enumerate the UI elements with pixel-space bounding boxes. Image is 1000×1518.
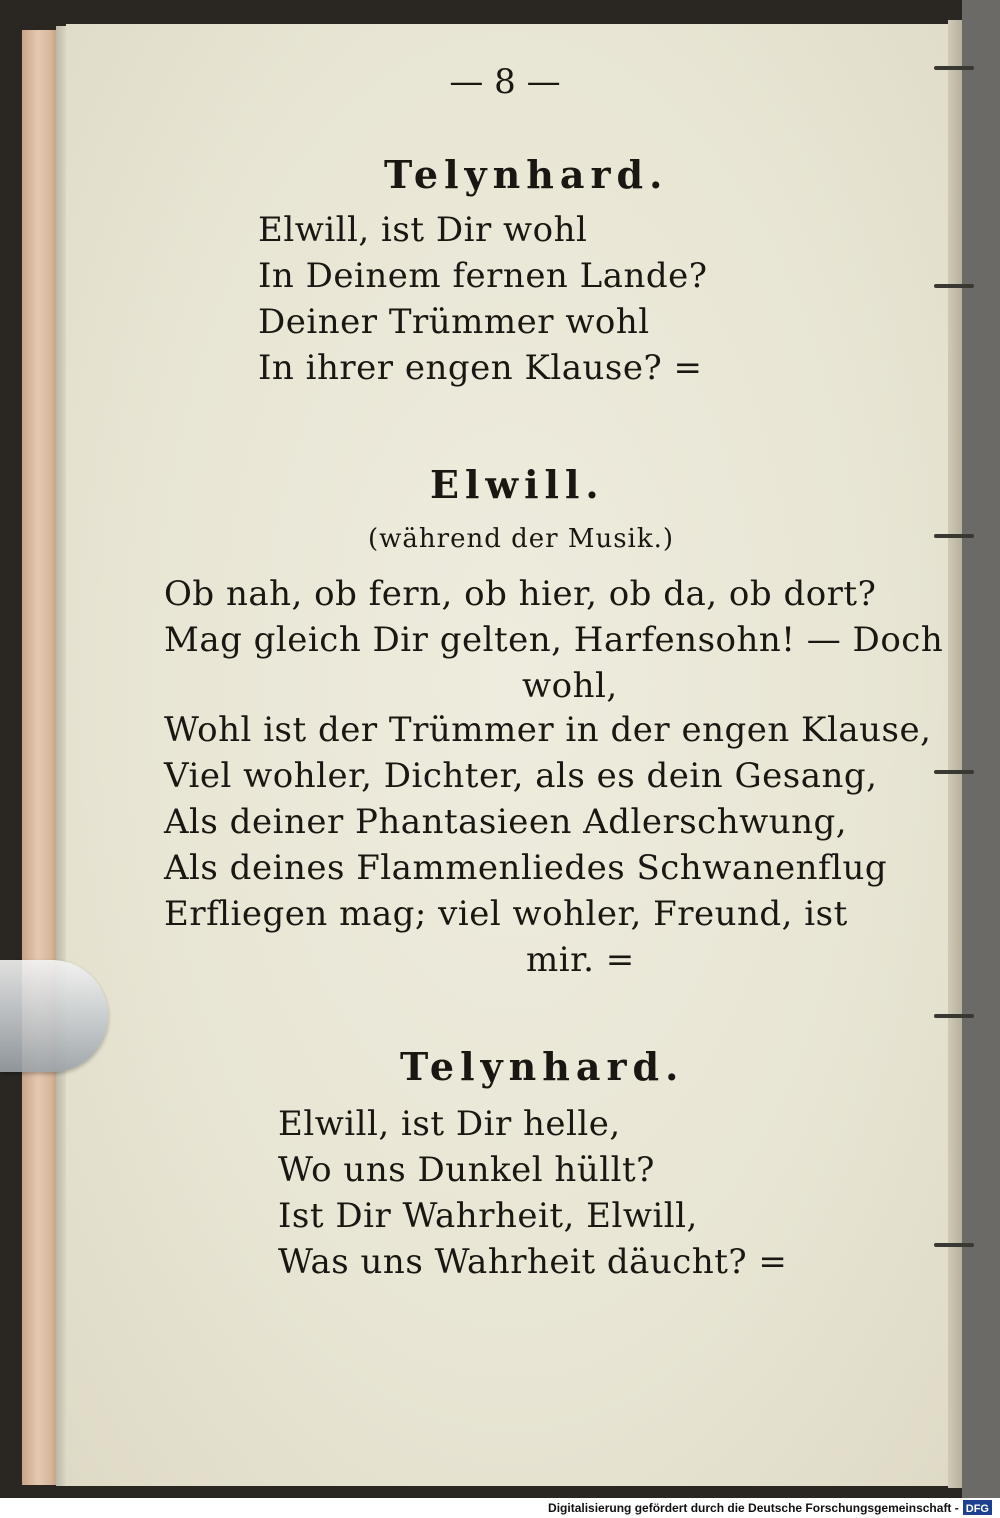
verse-line: In ihrer engen Klause? = — [258, 348, 703, 388]
verse-line: Als deines Flammenliedes Schwanenflug — [164, 848, 888, 888]
verse-line: Wo uns Dunkel hüllt? — [278, 1150, 655, 1190]
verse-line: Elwill, ist Dir helle, — [278, 1104, 621, 1144]
digitization-footer — [0, 1498, 1000, 1518]
speaker-name: Elwill. — [430, 462, 605, 507]
speaker-name: Telynhard. — [384, 152, 669, 197]
verse-line: Was uns Wahrheit däucht? = — [278, 1242, 788, 1282]
verse-line: Als deiner Phantasieen Adlerschwung, — [164, 802, 848, 842]
book-spine — [962, 0, 1000, 1498]
verse-line: In Deinem fernen Lande? — [258, 256, 708, 296]
verse-line: Elwill, ist Dir wohl — [258, 210, 588, 250]
footer-credit: Digitalisierung gefördert durch die Deutsche Forschungsgemeinschaft - — [548, 1501, 959, 1515]
speaker-name: Telynhard. — [400, 1044, 685, 1089]
verse-line: Wohl ist der Trümmer in der engen Klause, — [164, 710, 932, 750]
page-fold-shadow — [948, 20, 962, 1488]
binding-stitch — [934, 1014, 974, 1018]
binding-stitch — [934, 66, 974, 70]
binding-stitch — [934, 534, 974, 538]
verse-line: Ist Dir Wahrheit, Elwill, — [278, 1196, 698, 1236]
verse-line: Viel wohler, Dichter, als es dein Gesang, — [164, 756, 878, 796]
verse-line: Deiner Trümmer wohl — [258, 302, 650, 342]
page-number: — 8 — — [449, 62, 561, 102]
stage-direction: (während der Musik.) — [368, 524, 675, 554]
page-clip — [0, 960, 108, 1072]
binding-stitch — [934, 284, 974, 288]
verse-line: wohl, — [522, 666, 618, 706]
verse-line: mir. = — [526, 940, 635, 980]
verse-line: Mag gleich Dir gelten, Harfensohn! — Doch — [164, 620, 944, 660]
binding-stitch — [934, 770, 974, 774]
binding-stitch — [934, 1243, 974, 1247]
dfg-logo: DFG — [963, 1500, 992, 1515]
verse-line: Erfliegen mag; viel wohler, Freund, ist — [164, 894, 848, 934]
verse-line: Ob nah, ob fern, ob hier, ob da, ob dort? — [164, 574, 877, 614]
